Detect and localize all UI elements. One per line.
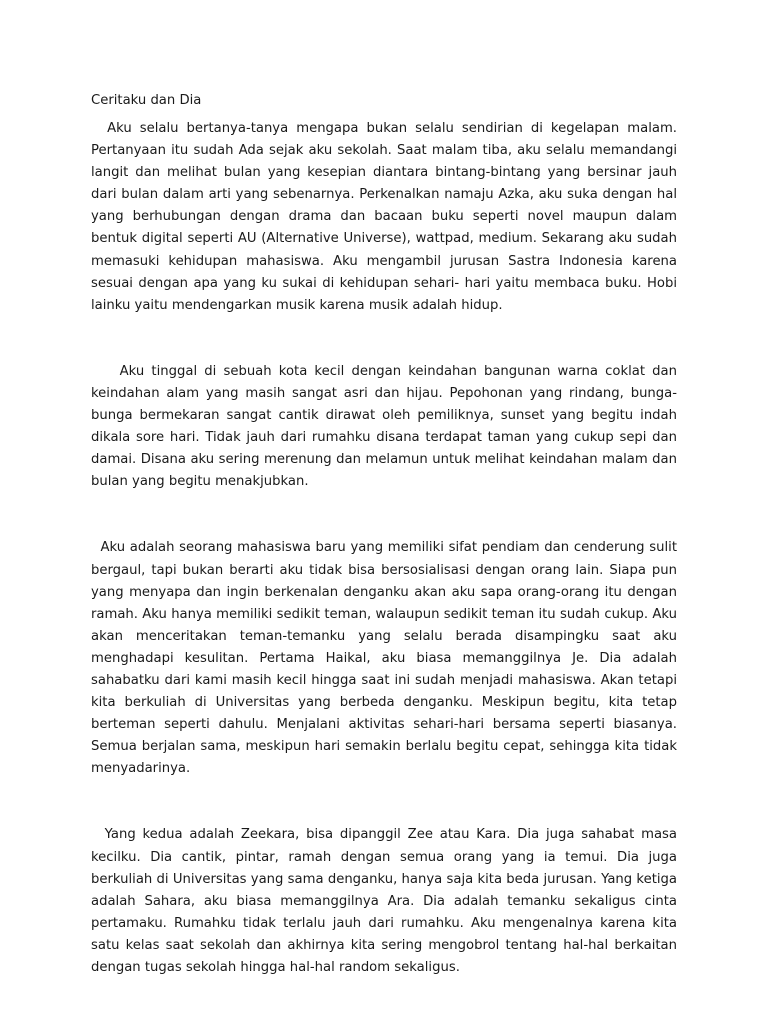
- paragraph-3: Aku adalah seorang mahasiswa baru yang memiliki sifat pendiam dan cenderung sulit bergaul, tapi bukan berarti aku tidak bisa bersosialisasi dengan orang lain. Siapa pun yang menyapa dan ingin berkenalan denganku akan aku sapa orang-orang itu dengan ramah. Aku hanya memiliki sedikit teman, walaupun sedikit teman itu sudah cukup. Aku akan menceritakan teman-temanku yang selalu berada disampingku saat aku menghadapi kesulitan. Pertama Haikal, aku biasa memanggilnya Je. Dia adalah sahabatku dari kami masih kecil hingga saat ini sudah menjadi mahasiswa. Akan tetapi kita berkuliah di Universitas yang berbeda denganku. Meskipun begitu, kita tetap berteman seperti dahulu. Menjalani aktivitas sehari-hari bersama seperti biasanya. Semua berjalan sama, meskipun hari semakin berlalu begitu cepat, sehingga kita tidak menyadarinya.: [91, 540, 682, 777]
- document-page: [91, 90, 682, 979]
- paragraph-4: Yang kedua adalah Zeekara, bisa dipanggil Zee atau Kara. Dia juga sahabat masa kecilku. Dia cantik, pintar, ramah dengan semua orang yang ia temui. Dia juga berkuliah di Universitas yang sama denganku, hanya saja kita beda jurusan. Yang ketiga adalah Sahara, aku biasa memanggilnya Ara. Dia adalah temanku sekaligus cinta pertamaku. Rumahku tidak terlalu jauh dari rumahku. Aku mengenalnya karena kita satu kelas saat sekolah dan akhirnya kita sering mengobrol tentang hal-hal berkaitan dengan tugas sekolah hingga hal-hal random sekaligus.: [91, 827, 682, 975]
- paragraph-1: Aku selalu bertanya-tanya mengapa bukan selalu sendirian di kegelapan malam. Pertanyaan itu sudah Ada sejak aku sekolah. Saat malam tiba, aku selalu memandangi langit dan melihat bulan yang kesepian diantara bintang-bintang yang bersinar jauh dari bulan dalam arti yang sebenarnya. Perkenalkan namaju Azka, aku suka dengan hal yang berhubungan dengan drama dan bacaan buku seperti novel maupun dalam bentuk digital seperti AU (Alternative Universe), wattpad, medium. Sekarang aku sudah memasuki kehidupan mahasiswa. Aku mengambil jurusan Sastra Indonesia karena sesuai dengan apa yang ku sukai di kehidupan sehari- hari yaitu membaca buku. Hobi lainku yaitu mendengarkan musik karena musik adalah hidup.: [91, 121, 682, 313]
- paragraph-2: Aku tinggal di sebuah kota kecil dengan keindahan bangunan warna coklat dan keindahan alam yang masih sangat asri dan hijau. Pepohonan yang rindang, bunga-bunga bermekaran sangat cantik dirawat oleh pemiliknya, sunset yang begitu indah dikala sore hari. Tidak jauh dari rumahku disana terdapat taman yang cukup sepi dan damai. Disana aku sering merenung dan melamun untuk melihat keindahan malam dan bulan yang begitu menakjubkan.: [91, 363, 682, 490]
- document-title: Ceritaku dan Dia: [91, 93, 202, 108]
